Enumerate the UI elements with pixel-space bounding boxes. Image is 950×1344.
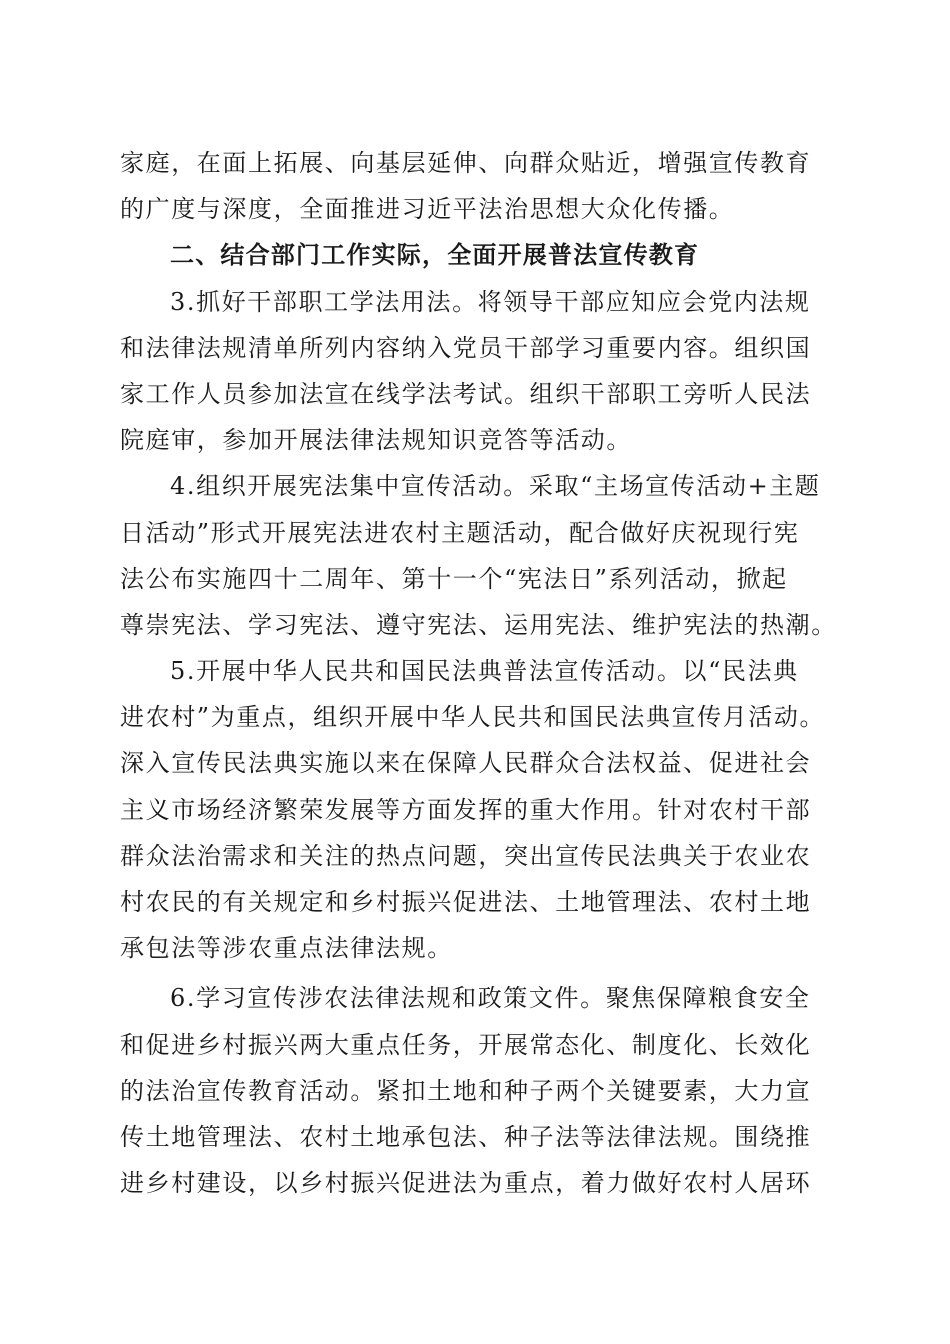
text-line: 群众法治需求和关注的热点问题，突出宣传民法典关于农业农 (120, 841, 812, 870)
text-line: 院庭审，参加开展法律法规知识竞答等活动。 (120, 426, 632, 455)
text-line: 法公布实施四十二周年、第十一个“宪法日”系列活动，掀起 (120, 564, 788, 593)
text-line: 进乡村建设，以乡村振兴促进法为重点，着力做好农村人居环 (120, 1169, 812, 1198)
text-line: 尊崇宪法、学习宪法、遵守宪法、运用宪法、维护宪法的热潮。 (120, 610, 837, 639)
text-line: 和法律法规清单所列内容纳入党员干部学习重要内容。组织国 (120, 333, 812, 362)
text-line: 承包法等涉农重点法律法规。 (120, 934, 453, 963)
text-line: 的广度与深度，全面推进习近平法治思想大众化传播。 (120, 195, 735, 224)
text-line: 日活动”形式开展宪法进农村主题活动，配合做好庆祝现行宪 (120, 518, 800, 547)
paragraph-first-line: 4.组织开展宪法集中宣传活动。采取“主场宣传活动+主题 (170, 472, 821, 501)
text-line: 深入宣传民法典实施以来在保障人民群众合法权益、促进社会 (120, 749, 812, 778)
text-line: 的法治宣传教育活动。紧扣土地和种子两个关键要素，大力宣 (120, 1076, 812, 1105)
paragraph-first-line: 3.抓好干部职工学法用法。将领导干部应知应会党内法规 (170, 287, 811, 316)
text-line: 家庭，在面上拓展、向基层延伸、向群众贴近，增强宣传教育 (120, 149, 812, 177)
paragraph-first-line: 5.开展中华人民共和国民法典普法宣传活动。以“民法典 (170, 657, 799, 686)
text-line: 村农民的有关规定和乡村振兴促进法、土地管理法、农村土地 (120, 888, 812, 916)
text-line: 和促进乡村振兴两大重点任务，开展常态化、制度化、长效化 (120, 1030, 812, 1059)
text-line: 主义市场经济繁荣发展等方面发挥的重大作用。针对农村干部 (120, 795, 812, 824)
paragraph-first-line: 6.学习宣传涉农法律法规和政策文件。聚焦保障粮食安全 (170, 984, 811, 1013)
text-line: 传土地管理法、农村土地承包法、种子法等法律法规。围绕推 (120, 1122, 812, 1151)
section-heading: 二、结合部门工作实际，全面开展普法宣传教育 (170, 241, 700, 270)
text-line: 家工作人员参加法宣在线学法考试。组织干部职工旁听人民法 (120, 379, 812, 408)
text-line: 进农村”为重点，组织开展中华人民共和国民法典宣传月活动。 (120, 703, 826, 732)
document-body (120, 140, 837, 1206)
